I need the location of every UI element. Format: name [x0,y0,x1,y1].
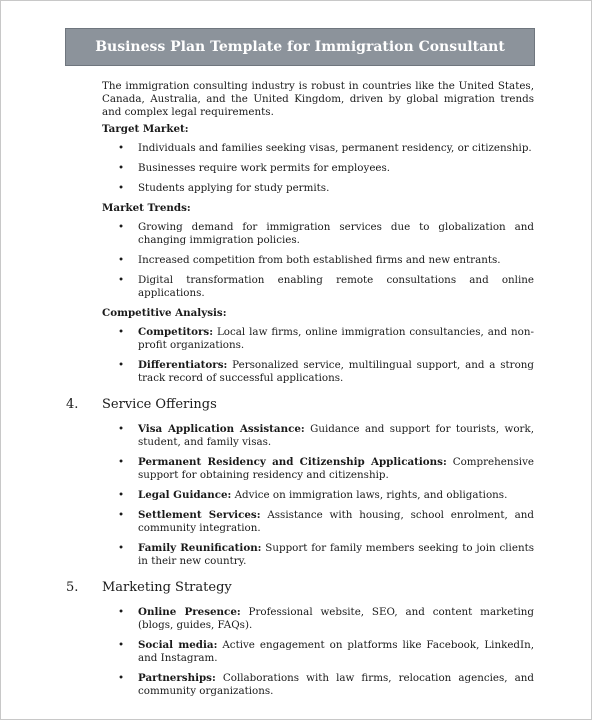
list-item [102,162,534,175]
list-item [102,542,534,568]
section [66,580,534,698]
section-heading [66,580,534,596]
item-label: Differentiators: [138,359,228,371]
bullet-icon: • [118,456,125,468]
list-item [102,221,534,247]
section-number: 5. [66,580,79,595]
item-text: Businesses require work permits for employees. [138,162,391,174]
item-text: Assistance with housing, school enrolment, and community integration. [138,509,534,534]
bullet-icon: • [118,672,125,684]
numbered-sections [66,397,534,698]
list-item [102,254,534,267]
bullet-icon: • [118,326,125,338]
analysis-group [102,307,534,385]
intro-paragraph: The immigration consulting industry is robust in countries like the United States, Canada, Australia, and the United Kingdom, driven by global migration trends and complex legal requirements. [102,80,534,118]
item-text: Local law firms, online immigration consultancies, and non-profit organizations. [138,326,534,351]
item-text: Active engagement on platforms like Facebook, LinkedIn, and Instagram. [138,639,534,664]
bullet-icon: • [118,639,125,651]
item-label: Social media: [138,639,218,651]
item-text: Individuals and families seeking visas, permanent residency, or citizenship. [138,142,532,154]
bullet-list [102,423,534,568]
group-heading: Market Trends: [102,202,191,214]
bullet-icon: • [118,359,125,371]
group-heading: Competitive Analysis: [102,307,227,319]
bullet-icon: • [118,221,125,233]
analysis-groups [102,123,534,385]
analysis-group [102,123,534,195]
item-text: Advice on immigration laws, rights, and obligations. [231,489,508,501]
item-text: Students applying for study permits. [138,182,330,194]
item-text: Support for family members seeking to join clients in their new country. [138,542,534,567]
bullet-icon: • [118,423,125,435]
bullet-icon: • [118,274,125,286]
item-label: Settlement Services: [138,509,261,521]
item-text: Increased competition from both established firms and new entrants. [138,254,501,266]
section [66,397,534,568]
list-item [102,489,534,502]
item-label: Permanent Residency and Citizenship Applications: [138,456,447,468]
section-heading [66,397,534,413]
item-label: Legal Guidance: [138,489,232,501]
list-item [102,142,534,155]
bullet-list [102,606,534,698]
item-text: Collaborations with law firms, relocation agencies, and community organizations. [138,672,534,697]
bullet-icon: • [118,509,125,521]
list-item [102,182,534,195]
bullet-icon: • [118,606,125,618]
item-text: Growing demand for immigration services due to globalization and changing immigration policies. [138,221,534,246]
list-item [102,639,534,665]
list-item [102,456,534,482]
list-item [102,274,534,300]
item-label: Visa Application Assistance: [138,423,305,435]
list-item [102,359,534,385]
bullet-list [102,142,534,195]
section-title: Service Offerings [102,397,217,412]
item-text: Guidance and support for tourists, work, student, and family visas. [138,423,534,448]
item-label: Partnerships: [138,672,216,684]
list-item [102,509,534,535]
list-item [102,423,534,449]
item-text: Professional website, SEO, and content marketing (blogs, guides, FAQs). [138,606,534,631]
list-item [102,672,534,698]
section-title: Marketing Strategy [102,580,232,595]
section-number: 4. [66,397,79,412]
bullet-icon: • [118,142,125,154]
item-text: Personalized service, multilingual support, and a strong track record of successful applications. [138,359,534,384]
item-label: Family Reunification: [138,542,262,554]
group-heading: Target Market: [102,123,189,135]
bullet-icon: • [118,254,125,266]
bullet-icon: • [118,542,125,554]
bullet-list [102,221,534,300]
analysis-group [102,202,534,300]
list-item [102,326,534,352]
item-label: Competitors: [138,326,214,338]
document-body [66,80,534,705]
bullet-icon: • [118,489,125,501]
bullet-icon: • [118,162,125,174]
item-text: Digital transformation enabling remote consultations and online applications. [138,274,534,299]
bullet-icon: • [118,182,125,194]
item-label: Online Presence: [138,606,241,618]
list-item [102,606,534,632]
item-text: Comprehensive support for obtaining residency and citizenship. [138,456,534,481]
bullet-list [102,326,534,385]
document-title: Business Plan Template for Immigration Consultant [65,28,535,66]
